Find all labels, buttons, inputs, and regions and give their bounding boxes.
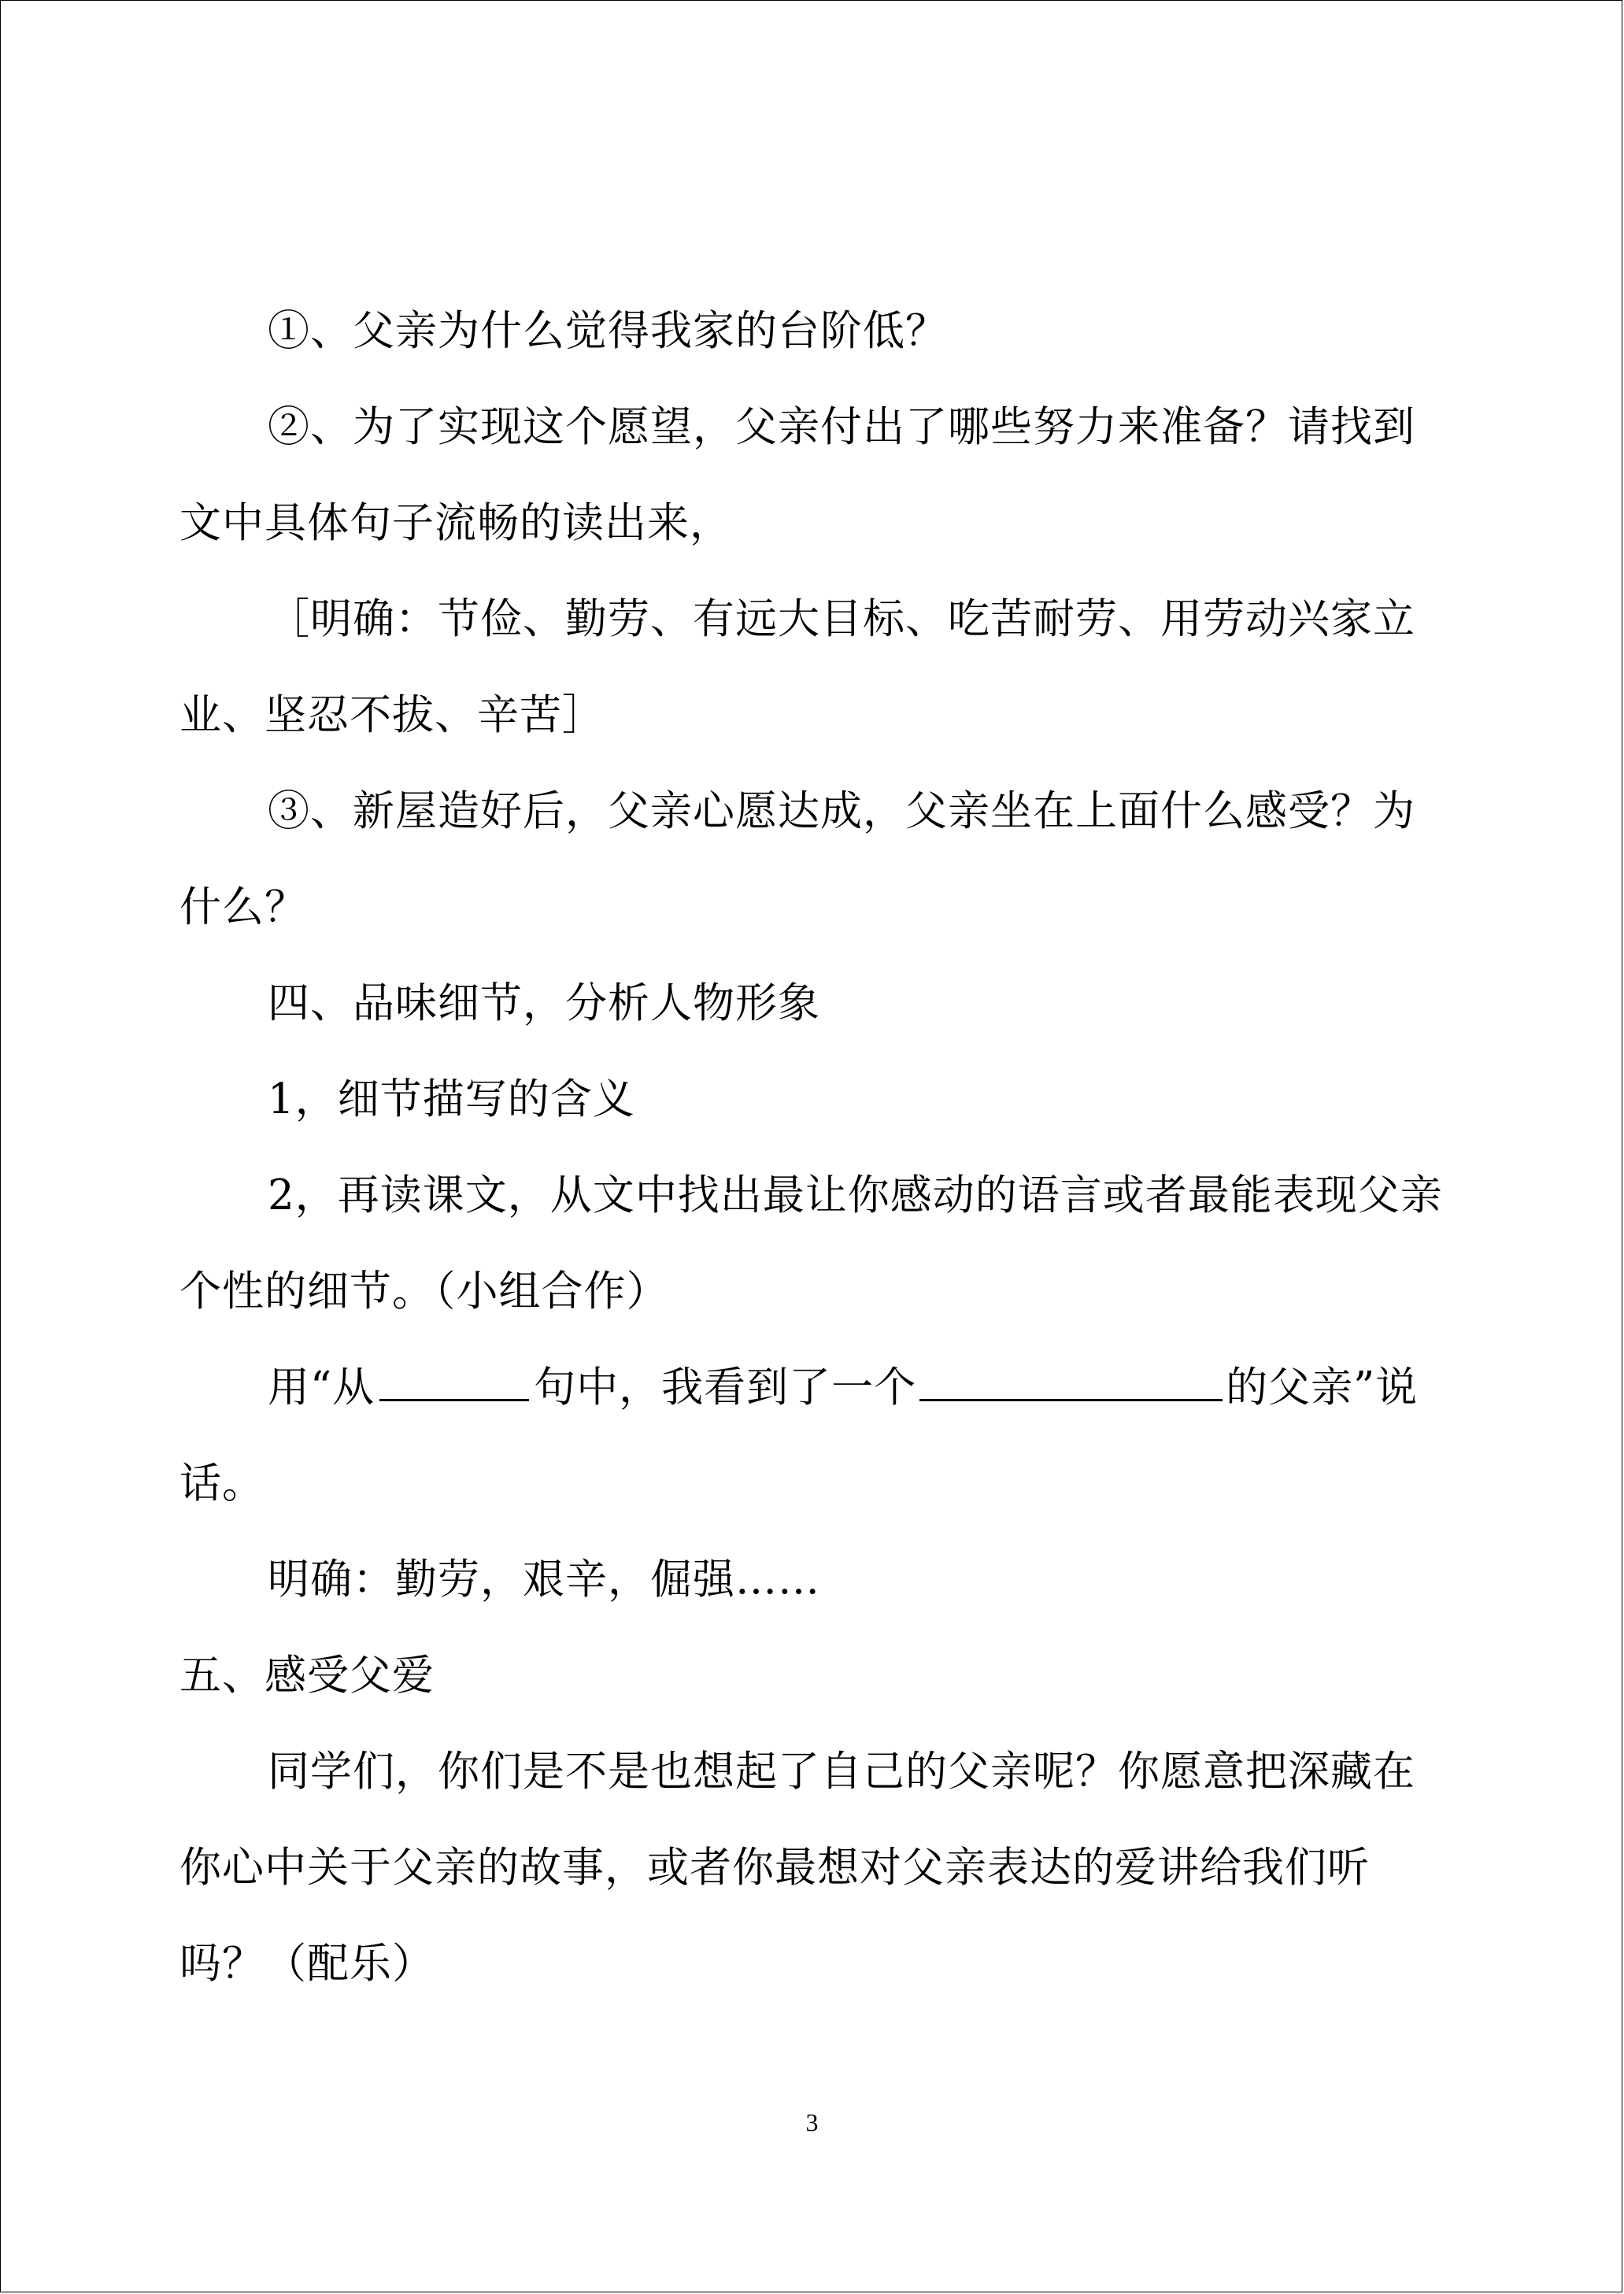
- fill-text-2: 句中，我看到了一个: [534, 1363, 917, 1412]
- closing-paragraph: 同学们，你们是不是也想起了自己的父亲呢？你愿意把深藏在你心中关于父亲的故事，或者你最想对父亲表达的爱讲给我们听吗？（配乐）: [179, 1748, 1415, 1988]
- question-2: ②、为了实现这个愿望，父亲付出了哪些努力来准备？请找到文中具体句子流畅的读出来，: [179, 403, 1415, 547]
- fill-in-sentence: [179, 1340, 1447, 1532]
- list-item-2: 2，再读课文，从文中找出最让你感动的语言或者最能表现父亲个性的细节。（小组合作）: [179, 1171, 1443, 1315]
- blank-line-2: [919, 1360, 1223, 1401]
- list-item-1: 1，细节描写的含义: [268, 1075, 635, 1123]
- answer-clarification-1: ［明确：节俭、勤劳、有远大目标、吃苦耐劳、用劳动兴家立业、坚忍不拔、辛苦］: [179, 595, 1415, 739]
- question-1: ①、父亲为什么觉得我家的台阶低？: [268, 307, 948, 355]
- fill-text-1: 用“从: [268, 1363, 375, 1412]
- question-3: ③、新屋造好后，父亲心愿达成，父亲坐在上面什么感受？为什么？: [179, 787, 1415, 931]
- document-body: [179, 283, 1447, 2012]
- section-heading-5: 五、感受父爱: [179, 1652, 435, 1700]
- blank-line-1: [379, 1360, 529, 1401]
- fill-text-3: 的父亲”说话。: [179, 1363, 1419, 1508]
- answer-clarification-2: 明确：勤劳，艰辛，倔强……: [268, 1556, 820, 1604]
- section-heading-4: 四、品味细节，分析人物形象: [268, 979, 820, 1027]
- page-number: 3: [805, 2108, 819, 2137]
